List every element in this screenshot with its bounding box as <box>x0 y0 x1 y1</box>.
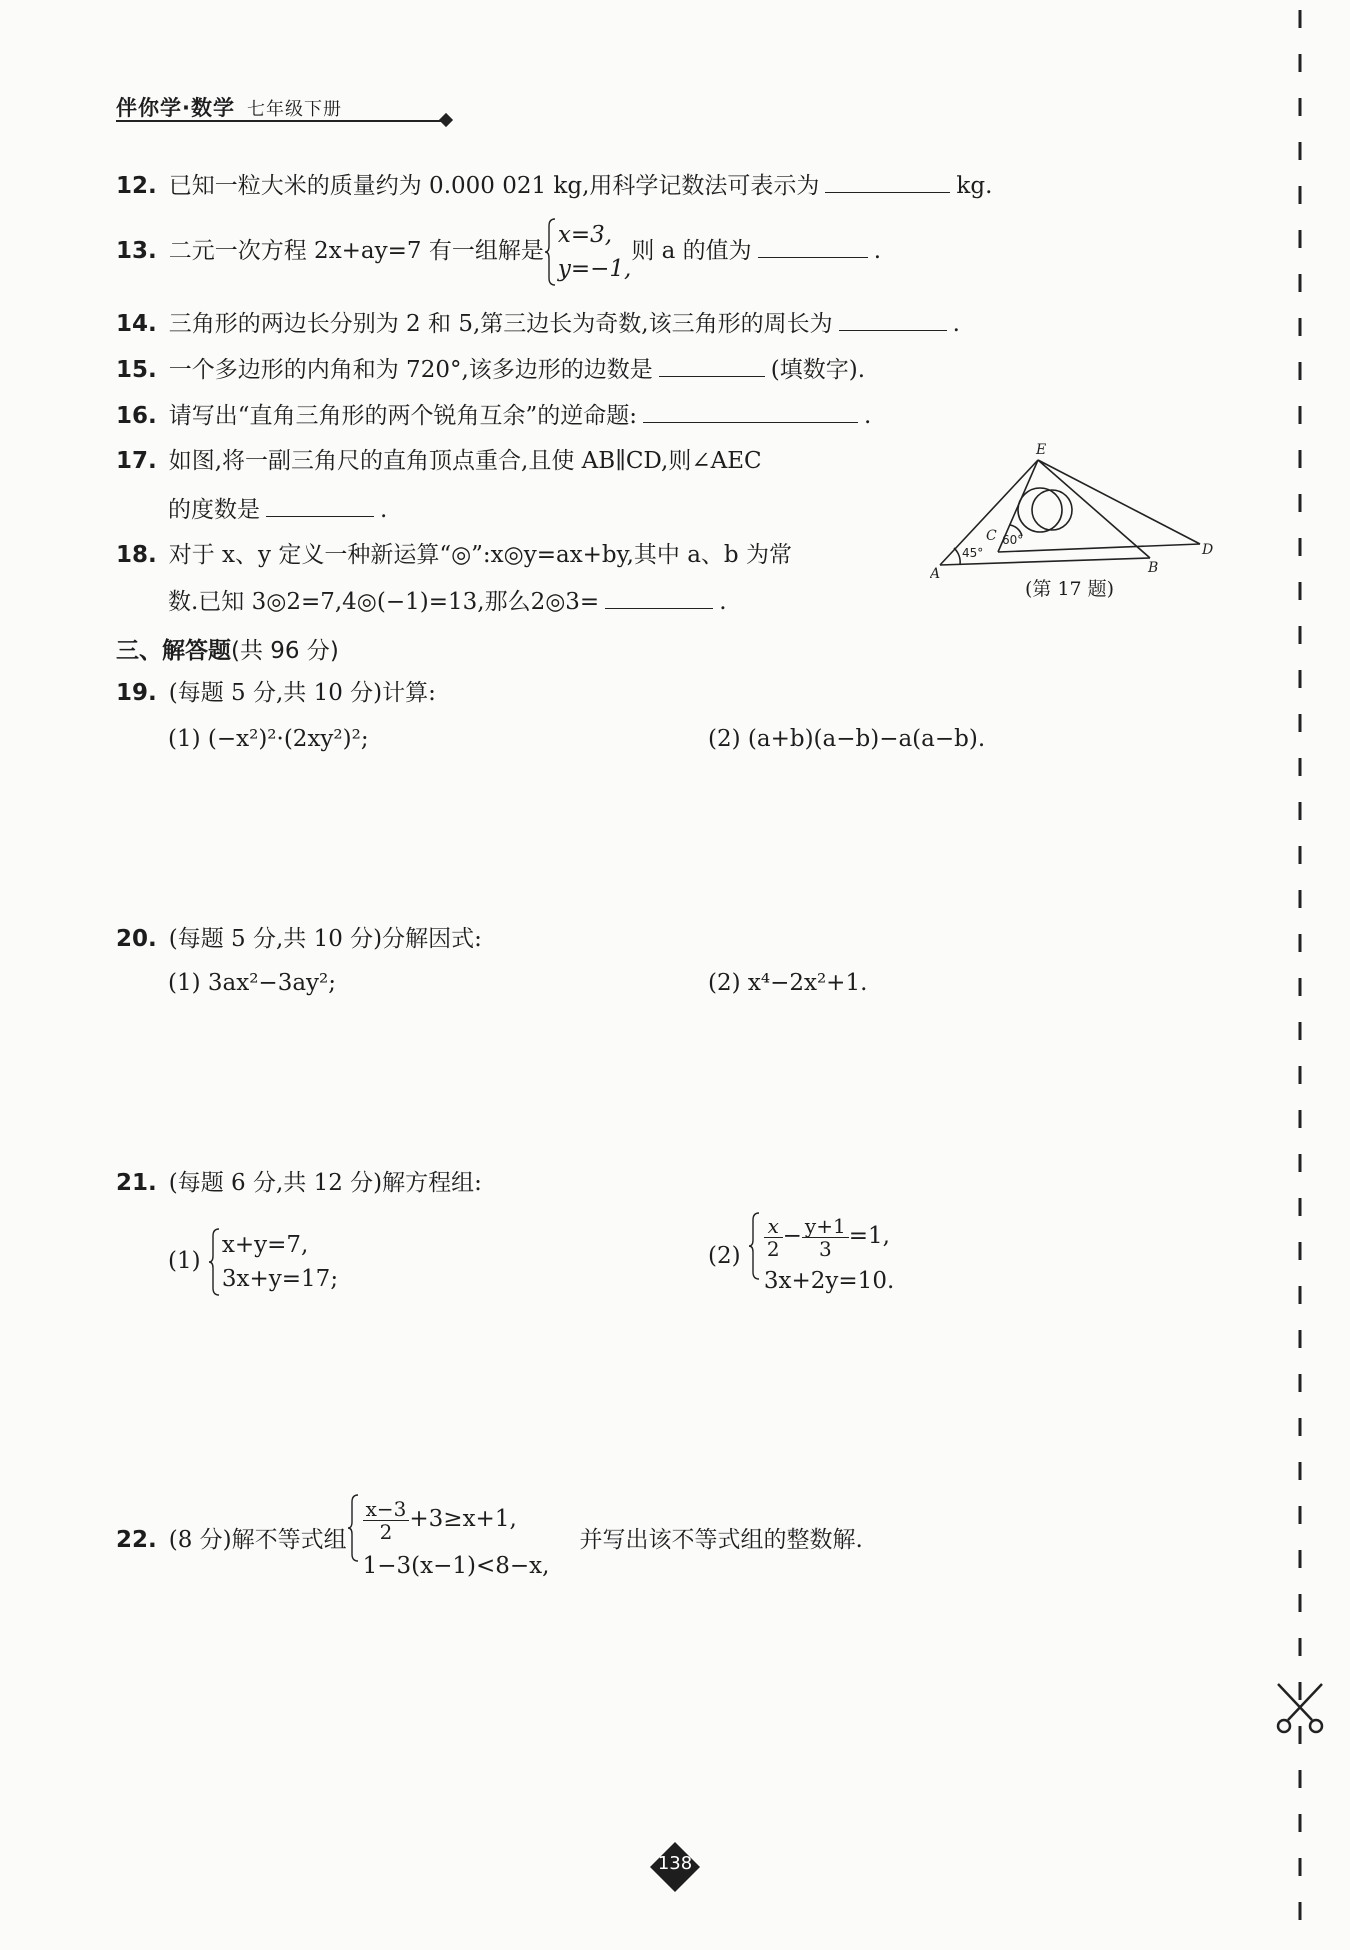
question-number: 17. <box>116 448 157 474</box>
part-label: (2) <box>708 1243 741 1269</box>
label-C: C <box>986 528 997 544</box>
q19-part-1: (1) (−x²)²·(2xy²)²; <box>168 726 369 752</box>
numerator: x−3 <box>363 1498 410 1521</box>
question-number: 16. <box>116 403 157 429</box>
question-text: 已知一粒大米的质量约为 0.000 021 kg,用科学记数法可表示为 <box>168 173 820 199</box>
system-row: x=3, <box>557 222 613 248</box>
header-diamond-icon <box>439 113 453 127</box>
answer-blank[interactable] <box>266 494 374 517</box>
answer-blank[interactable] <box>758 235 868 258</box>
book-subtitle: 七年级下册 <box>246 99 342 120</box>
question-tail: kg. <box>956 173 993 199</box>
segment-CD <box>998 544 1200 552</box>
question-number: 18. <box>116 542 157 568</box>
left-brace-icon <box>347 1494 359 1562</box>
answer-blank[interactable] <box>825 170 950 193</box>
question-number: 20. <box>116 926 157 952</box>
question-text: 对于 x、y 定义一种新运算“◎”:x◎y=ax+by,其中 a、b 为常 <box>168 542 792 568</box>
question-17-line2 <box>168 494 387 525</box>
label-B: B <box>1148 560 1159 576</box>
fraction <box>764 1215 783 1260</box>
question-tail: . <box>952 311 960 337</box>
question-text: 一个多边形的内角和为 720°,该多边形的边数是 <box>168 357 653 383</box>
question-text: 则 a 的值为 <box>631 238 752 264</box>
equation-system <box>208 1228 338 1296</box>
question-number: 15. <box>116 357 157 383</box>
left-brace-icon <box>208 1228 220 1296</box>
denominator: 3 <box>818 1236 832 1261</box>
header-rule <box>116 120 446 122</box>
question-number: 13. <box>116 238 157 264</box>
inequality-tail: +3≥x+1, <box>409 1506 517 1532</box>
question-21 <box>116 1168 482 1198</box>
question-number: 14. <box>116 311 157 337</box>
system-row <box>764 1212 894 1260</box>
question-tail: . <box>380 497 388 523</box>
question-text: (每题 5 分,共 10 分)分解因式: <box>168 926 482 952</box>
answer-blank[interactable] <box>605 586 713 609</box>
equation-tail: =1, <box>848 1223 890 1249</box>
label-E: E <box>1036 442 1047 458</box>
system-row: y=−1, <box>557 256 632 282</box>
system-row: 3x+y=17; <box>221 1266 339 1292</box>
question-tail: (填数字). <box>770 357 866 383</box>
question-number: 12. <box>116 173 157 199</box>
question-15 <box>116 354 865 385</box>
question-18-line2 <box>168 586 727 617</box>
question-tail: . <box>873 238 881 264</box>
numerator: y+1 <box>802 1215 849 1238</box>
question-22 <box>116 1494 863 1588</box>
q19-part-2: (2) (a+b)(a−b)−a(a−b). <box>708 726 986 752</box>
section-title: 三、解答题 <box>116 638 231 664</box>
question-number: 19. <box>116 680 157 706</box>
question-13 <box>116 218 881 286</box>
operator: − <box>782 1223 802 1249</box>
answer-blank[interactable] <box>643 400 858 423</box>
numerator: x <box>764 1215 783 1238</box>
angle-arc-45 <box>954 548 960 565</box>
question-14 <box>116 308 960 339</box>
answer-blank[interactable] <box>659 354 765 377</box>
question-text: 数.已知 3◎2=7,4◎(−1)=13,那么2◎3= <box>168 589 600 615</box>
q20-part-2: (2) x⁴−2x²+1. <box>708 970 868 996</box>
question-text: (每题 5 分,共 10 分)计算: <box>168 680 436 706</box>
book-title: 伴你学·数学 <box>116 96 235 120</box>
fraction <box>802 1215 849 1260</box>
question-tail: . <box>719 589 727 615</box>
page-number: 138 <box>657 1853 693 1874</box>
system-row <box>363 1494 550 1544</box>
system-row: x+y=7, <box>221 1232 309 1258</box>
denominator: 2 <box>766 1236 780 1261</box>
question-text: 二元一次方程 2x+ay=7 有一组解是 <box>168 238 544 264</box>
question-text: 三角形的两边长分别为 2 和 5,第三边长为奇数,该三角形的周长为 <box>168 311 833 337</box>
question-20 <box>116 924 482 954</box>
question-text: 的度数是 <box>168 497 260 523</box>
section-heading <box>116 632 339 665</box>
figure-caption: (第 17 题) <box>1025 578 1115 600</box>
protractor-circle <box>1032 490 1072 530</box>
system-row: 3x+2y=10. <box>763 1268 895 1294</box>
figure-17-diagram <box>930 440 1220 580</box>
question-12 <box>116 170 992 201</box>
inequality-system <box>347 1494 550 1588</box>
question-text: 并写出该不等式组的整数解. <box>579 1527 863 1553</box>
left-brace-icon <box>544 218 556 286</box>
q21-part-1 <box>168 1228 338 1296</box>
question-18 <box>116 540 792 570</box>
label-D: D <box>1202 542 1214 558</box>
question-text: (每题 6 分,共 12 分)解方程组: <box>168 1170 482 1196</box>
question-number: 21. <box>116 1170 157 1196</box>
label-A: A <box>930 566 941 580</box>
question-17 <box>116 446 762 476</box>
question-19 <box>116 678 436 708</box>
question-text: 请写出“直角三角形的两个锐角互余”的逆命题: <box>168 403 638 429</box>
question-text: 如图,将一副三角尺的直角顶点重合,且使 AB∥CD,则∠AEC <box>168 448 762 474</box>
question-text: (8 分)解不等式组 <box>168 1527 347 1553</box>
equation-system <box>748 1212 894 1302</box>
system-row: 1−3(x−1)<8−x, <box>362 1553 550 1579</box>
left-brace-icon <box>748 1212 760 1280</box>
scissors-icon <box>1272 1680 1328 1736</box>
part-label: (1) <box>168 1248 201 1274</box>
denominator: 2 <box>379 1519 393 1544</box>
section-points: (共 96 分) <box>231 638 339 664</box>
book-header <box>116 92 342 122</box>
q21-part-2 <box>708 1212 894 1302</box>
fraction <box>363 1498 410 1543</box>
question-tail: . <box>864 403 872 429</box>
answer-blank[interactable] <box>839 308 947 331</box>
question-number: 22. <box>116 1527 157 1553</box>
equation-system <box>544 218 631 286</box>
q20-part-1: (1) 3ax²−3ay²; <box>168 970 337 996</box>
cut-line <box>1297 0 1303 1950</box>
question-16 <box>116 400 871 431</box>
label-angle-45: 45° <box>962 546 984 560</box>
label-angle-60: 60° <box>1002 533 1024 547</box>
